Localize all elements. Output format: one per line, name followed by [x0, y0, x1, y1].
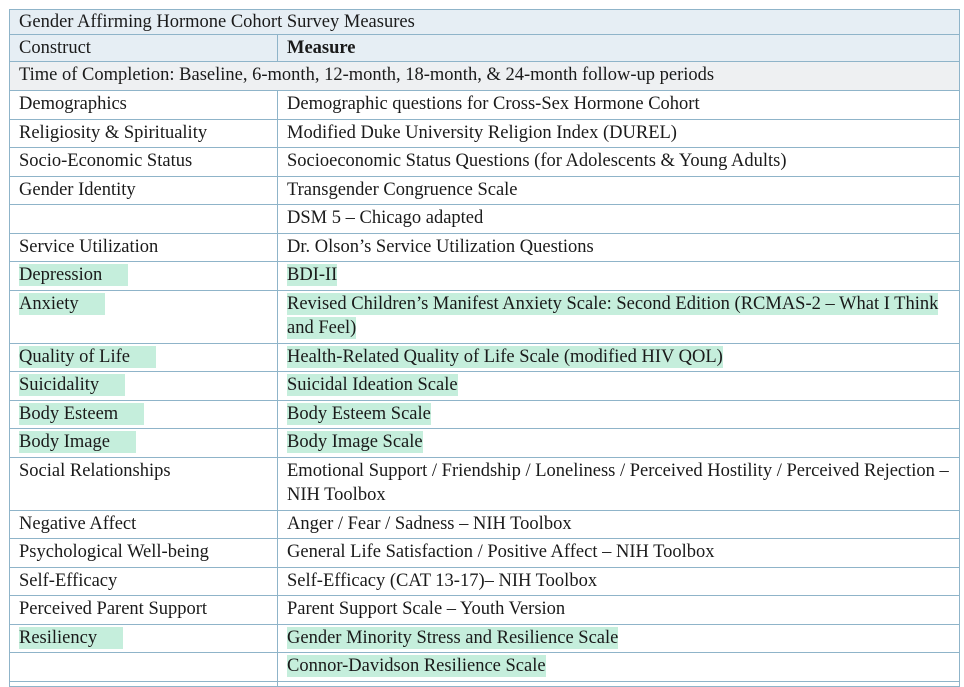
time-of-completion-row — [10, 62, 960, 91]
table-row — [10, 262, 960, 291]
table-header-row — [10, 35, 960, 62]
construct-cell: Service Utilization — [10, 233, 278, 262]
measure-cell — [278, 400, 960, 429]
time-of-completion: Time of Completion: Baseline, 6-month, 12-month, 18-month, & 24-month follow-up periods — [10, 62, 960, 91]
table-row — [10, 429, 960, 458]
measure-cell: Parent Support Scale – Youth Version — [278, 596, 960, 625]
table-row — [10, 624, 960, 653]
measure-cell: Socioeconomic Status Questions (for Adolescents & Young Adults) — [278, 148, 960, 177]
construct-cell — [10, 343, 278, 372]
table-title: Gender Affirming Hormone Cohort Survey Measures — [10, 10, 960, 35]
table-row — [10, 457, 960, 510]
highlighted-construct: Quality of Life — [19, 346, 156, 368]
survey-measures-document — [9, 9, 959, 687]
table-row — [10, 539, 960, 568]
table-row — [10, 343, 960, 372]
construct-cell: Self-Efficacy — [10, 567, 278, 596]
construct-cell: Perceived Parent Support — [10, 596, 278, 625]
table-row — [10, 91, 960, 120]
construct-cell — [10, 429, 278, 458]
table-row — [10, 148, 960, 177]
construct-cell — [10, 624, 278, 653]
table-row — [10, 400, 960, 429]
measure-cell: Self-Efficacy (CAT 13-17)– NIH Toolbox — [278, 567, 960, 596]
measure-cell — [278, 429, 960, 458]
table-row — [10, 372, 960, 401]
highlighted-measure: Gender Minority Stress and Resilience Scale — [287, 627, 619, 648]
construct-cell: Social Relationships — [10, 457, 278, 510]
measure-cell: General Life Satisfaction / Positive Affect – NIH Toolbox — [278, 539, 960, 568]
table-title-row — [10, 10, 960, 35]
construct-cell: Gender Identity — [10, 176, 278, 205]
construct-cell: Negative Affect — [10, 510, 278, 539]
highlighted-construct: Body Image — [19, 431, 136, 453]
table-row — [10, 233, 960, 262]
measure-cell: DSM 5 – Chicago adapted — [278, 205, 960, 234]
construct-cell — [10, 205, 278, 234]
highlighted-construct: Depression — [19, 264, 128, 286]
measure-cell: Modified Duke University Religion Index (DUREL) — [278, 119, 960, 148]
measure-cell: Emotional Support / Friendship / Loneliness / Perceived Hostility / Perceived Rejection – NIH Toolbox — [278, 457, 960, 510]
highlighted-measure: Suicidal Ideation Scale — [287, 375, 458, 395]
measure-cell — [278, 653, 960, 682]
table-row — [10, 653, 960, 682]
construct-cell: Psychological Well-being — [10, 539, 278, 568]
table-row — [10, 596, 960, 625]
measure-cell: Dr. Olson’s Service Utilization Questions — [278, 233, 960, 262]
highlighted-construct: Body Esteem — [19, 403, 144, 425]
table-row — [10, 205, 960, 234]
empty-cell — [10, 681, 278, 686]
table-row — [10, 290, 960, 343]
measure-cell — [278, 262, 960, 291]
table-row — [10, 567, 960, 596]
measure-cell: Anger / Fear / Sadness – NIH Toolbox — [278, 510, 960, 539]
table-row — [10, 510, 960, 539]
table-row — [10, 176, 960, 205]
column-header-measure: Measure — [278, 35, 960, 62]
measure-cell — [278, 624, 960, 653]
construct-cell: Religiosity & Spirituality — [10, 119, 278, 148]
measure-cell: Transgender Congruence Scale — [278, 176, 960, 205]
column-header-construct: Construct — [10, 35, 278, 62]
table-row-cut-off — [10, 681, 960, 686]
highlighted-measure: BDI-II — [287, 265, 338, 285]
highlighted-construct: Suicidality — [19, 374, 125, 396]
table-row — [10, 119, 960, 148]
measure-cell — [278, 343, 960, 372]
highlighted-measure: Revised Children’s Manifest Anxiety Scale: Second Edition (RCMAS-2 – What I Think and Feel) — [287, 293, 939, 338]
highlighted-construct: Resiliency — [19, 627, 123, 649]
construct-cell — [10, 262, 278, 291]
construct-cell — [10, 290, 278, 343]
highlighted-measure: Body Esteem Scale — [287, 403, 431, 424]
construct-cell: Demographics — [10, 91, 278, 120]
empty-cell — [278, 681, 960, 686]
measure-cell — [278, 290, 960, 343]
construct-cell: Socio-Economic Status — [10, 148, 278, 177]
highlighted-measure: Connor-Davidson Resilience Scale — [287, 656, 546, 676]
construct-cell — [10, 653, 278, 682]
measure-cell: Demographic questions for Cross-Sex Hormone Cohort — [278, 91, 960, 120]
highlighted-measure: Body Image Scale — [287, 432, 423, 452]
highlighted-measure: Health-Related Quality of Life Scale (modified HIV QOL) — [287, 346, 723, 367]
construct-cell — [10, 400, 278, 429]
construct-cell — [10, 372, 278, 401]
survey-measures-table — [9, 9, 960, 687]
highlighted-construct: Anxiety — [19, 293, 105, 315]
measure-cell — [278, 372, 960, 401]
